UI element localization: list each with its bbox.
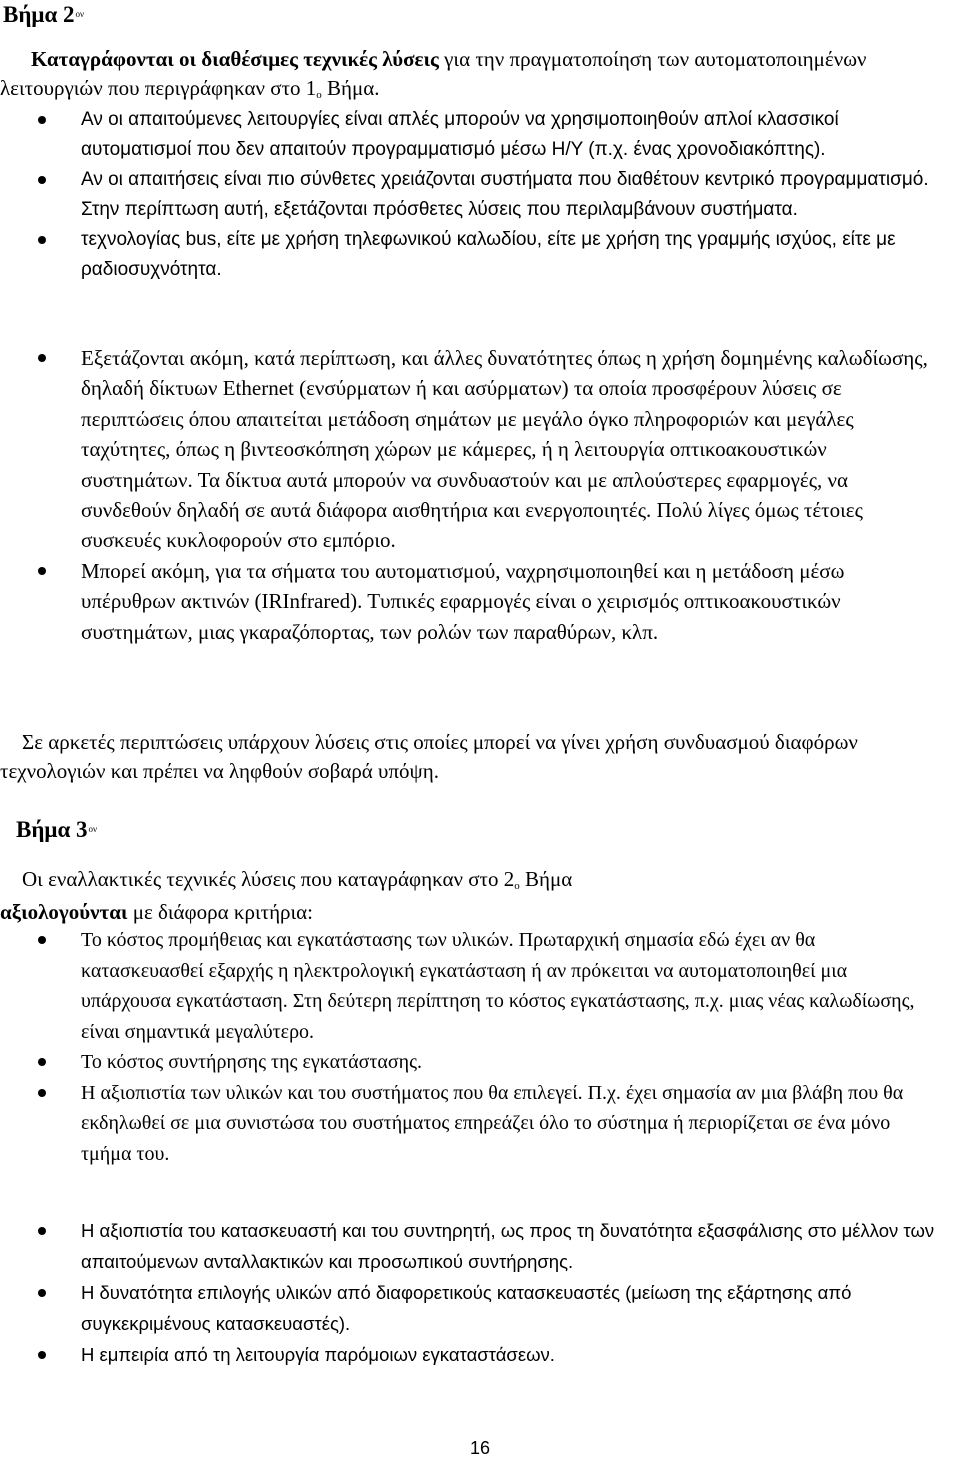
page-number: 16 bbox=[469, 1438, 491, 1458]
step-2-intro bbox=[0, 45, 900, 107]
bullet-icon bbox=[38, 1089, 46, 1097]
list-item-text: Το κόστος συντήρησης της εγκατάστασης. bbox=[81, 1051, 423, 1073]
bullet-icon bbox=[38, 176, 46, 184]
step-3-intro bbox=[0, 865, 940, 927]
bullet-icon bbox=[38, 936, 46, 944]
step-2-heading-superscript: ον bbox=[75, 9, 85, 19]
step-2-intro-text: για την πραγματοποίηση των αυτοματοποιημένων λειτουργιών που περιγράφηκαν στο 1 bbox=[0, 47, 867, 100]
step-2-heading bbox=[3, 2, 84, 28]
step-3-intro-text-2: Βήμα bbox=[519, 867, 573, 891]
list-item bbox=[0, 165, 939, 225]
list-item bbox=[0, 1078, 939, 1170]
list-item-text: Αν οι απαιτούμενες λειτουργίες είναι απλές μπορούν να χρησιμοποιηθούν απλοί κλασσικοί αυτοματισμοί που δεν απαιτούν προγραμματισμό μέσω Η/Υ (π.χ. ένας χρονοδιακόπτης). bbox=[81, 109, 839, 160]
bullet-icon bbox=[38, 567, 46, 575]
step-3-intro-ordinal: ο bbox=[514, 880, 520, 892]
bullet-icon bbox=[38, 1351, 46, 1359]
list-item bbox=[0, 1047, 939, 1078]
step-3-heading-text: Βήμα 3 bbox=[16, 817, 88, 842]
bullet-icon bbox=[38, 1227, 46, 1235]
list-item bbox=[0, 1215, 939, 1277]
list-item bbox=[0, 925, 939, 1047]
list-item-text: Η δυνατότητα επιλογής υλικών από διαφορετικούς κατασκευαστές (μείωση της εξάρτησης από συγκεκριμένους κατασκευαστές). bbox=[81, 1282, 852, 1334]
list-item-text: τεχνολογίας bus, είτε με χρήση τηλεφωνικού καλωδίου, είτε με χρήση της γραμμής ισχύος, είτε με ραδιοσυχνότητα. bbox=[81, 229, 896, 280]
list-item-text: Μπορεί ακόμη, για τα σήματα του αυτοματισμού, ναχρησιμοποιηθεί και η μετάδοση μέσω υπέρυθρων ακτινών (IRInfrared). Τυπικές εφαρμογές είναι ο χειρισμός οπτικοακουστικών συστημάτων, μιας γκαραζόπορτας, των ρολών των παραθύρων, κλπ. bbox=[81, 558, 845, 644]
list-item-text: Το κόστος προμήθειας και εγκατάστασης των υλικών. Πρωταρχική σημασία εδώ έχει αν θα κατασκευασθεί εξαρχής η ηλεκτρολογική εγκατάσταση ή αν πρόκειται να αυτοματοποιηθεί μια υπάρχουσα εγκατάσταση. Στη δεύτερη περίπτηση το κόστος εγκατάστασης, π.χ. μιας νέας καλωδίωσης, είναι σημαντικά μεγαλύτερο. bbox=[81, 929, 915, 1043]
list-item bbox=[0, 105, 939, 165]
bullet-icon bbox=[38, 116, 46, 124]
bullet-icon bbox=[38, 236, 46, 244]
step-2-intro-text-end: Βήμα. bbox=[321, 76, 380, 100]
step-2-solutions-list bbox=[0, 105, 939, 285]
step-2-intro-ordinal: ο bbox=[316, 89, 322, 101]
bullet-icon bbox=[38, 1289, 46, 1297]
list-item bbox=[0, 225, 939, 285]
list-item-text: Αν οι απαιτήσεις είναι πιο σύνθετες χρειάζονται συστήματα που διαθέτουν κεντρικό προγραμματισμό. Στην περίπτωση αυτή, εξετάζονται πρόσθετες λύσεις που περιλαμβάνουν συστήματα. bbox=[81, 169, 929, 220]
step-3-intro-bold: αξιολογούνται bbox=[0, 900, 128, 924]
list-item bbox=[0, 556, 943, 647]
list-item bbox=[0, 1277, 939, 1339]
supplier-criteria-list bbox=[0, 1215, 939, 1370]
step-3-heading-superscript: ον bbox=[88, 824, 98, 834]
bullet-icon bbox=[38, 1058, 46, 1066]
step-3-intro-text-3: με διάφορα κριτήρια: bbox=[127, 900, 314, 924]
step-2-heading-text: Βήμα 2 bbox=[3, 2, 75, 27]
step-3-intro-text: Οι εναλλακτικές τεχνικές λύσεις που καταγράφηκαν στο 2 bbox=[22, 867, 515, 891]
list-item-text: Η αξιοπιστία του κατασκευαστή και του συντηρητή, ως προς τη δυνατότητα εξασφάλισης στο μέλλον των απαιτούμενων ανταλλακτικών και προσωπικού συντήρησης. bbox=[81, 1220, 935, 1272]
step-2-networks-list bbox=[0, 343, 943, 647]
combined-solutions-note: Σε αρκετές περιπτώσεις υπάρχουν λύσεις στις οποίες μπορεί να γίνει χρήση συνδυασμού διαφόρων τεχνολογιών και πρέπει να ληφθούν σοβαρά υπόψη. bbox=[0, 730, 858, 783]
list-item-text: Η αξιοπιστία των υλικών και του συστήματος που θα επιλεγεί. Π.χ. έχει σημασία αν μια βλάβη που θα εκδηλωθεί σε μια συνιστώσα του συστήματος επηρεάζει όλο το σύστημα ή περιορίζεται σε ένα μόνο τμήμα του. bbox=[81, 1081, 904, 1165]
step-3-heading bbox=[16, 817, 97, 843]
list-item-text: Η εμπειρία από τη λειτουργία παρόμοιων εγκαταστάσεων. bbox=[81, 1344, 555, 1365]
step-2-intro-bold: Καταγράφονται οι διαθέσιμες τεχνικές λύσεις bbox=[31, 47, 439, 71]
evaluation-criteria-list bbox=[0, 925, 939, 1169]
list-item bbox=[0, 343, 943, 556]
list-item-text: Εξετάζονται ακόμη, κατά περίπτωση, και άλλες δυνατότητες όπως η χρήση δομημένης καλωδίωσης, δηλαδή δίκτυων Ethernet (ενσύρματων ή και ασύρματων) τα οποία προσφέρουν λύσεις σε περιπτώσεις όπου απαιτείται μετάδοση σημάτων με μεγάλο όγκο πληροφοριών και μεγάλες ταχύτητες, όπως η βιντεοσκόπηση χώρων με κάμερες, ή η λειτουργία οπτικοακουστικών συστημάτων. Τα δίκτυα αυτά μπορούν να συνδυαστούν και με απλούστερες εφαρμογές, να συνδεθούν δηλαδή σε αυτά διάφορα αισθητήρια και ενεργοποιητές. Πολύ λίγες όμως τέτοιες συσκευές κυκλοφορούν στο εμπόριο. bbox=[81, 346, 928, 553]
list-item bbox=[0, 1339, 939, 1370]
bullet-icon bbox=[38, 354, 46, 362]
